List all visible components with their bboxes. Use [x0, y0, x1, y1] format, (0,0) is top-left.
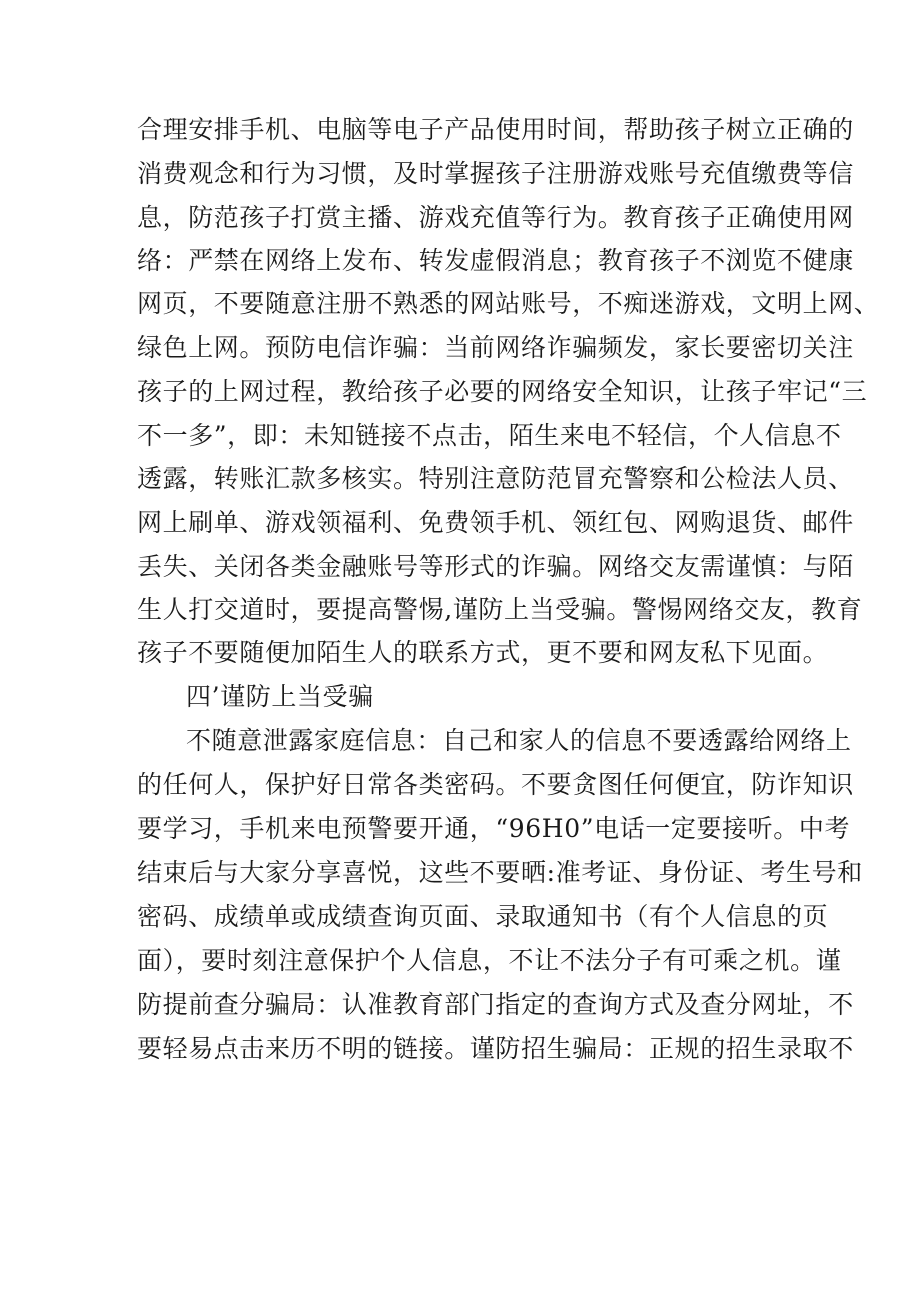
paragraph-line: 结束后与大家分享喜悦，这些不要晒:准考证、身份证、考生号和	[137, 858, 863, 887]
paragraph-line: 要学习，手机来电预警要开通，“96H0”电话一定要接听。中考	[137, 814, 851, 843]
paragraph-line: 丢失、关闭各类金融账号等形式的诈骗。网络交友需谨慎：与陌	[137, 552, 854, 581]
paragraph-line: 不随意泄露家庭信息：自己和家人的信息不要透露给网络上	[186, 726, 852, 755]
paragraph-line: 孩子不要随便加陌生人的联系方式，更不要和网友私下见面。	[137, 638, 829, 667]
paragraph-line: 要轻易点击来历不明的链接。谨防招生骗局：正规的招生录取不	[137, 1034, 854, 1063]
paragraph-line: 孩子的上网过程，教给孩子必要的网络安全知识，让孩子牢记“三	[137, 377, 868, 406]
paragraph-line: 消费观念和行为习惯，及时掌握孩子注册游戏账号充值缴费等信	[137, 159, 854, 188]
paragraph-line: 防提前查分骗局：认准教育部门指定的查询方式及查分网址，不	[137, 990, 854, 1019]
paragraph-line: 络：严禁在网络上发布、转发虚假消息；教育孩子不浏览不健康	[137, 246, 854, 275]
paragraph-line: 网页，不要随意注册不熟悉的网站账号，不痴迷游戏，文明上网、	[137, 289, 880, 318]
section-heading: 四’谨防上当受骗	[186, 682, 374, 711]
paragraph-line: 生人打交道时，要提高警惕,谨防上当受骗。警惕网络交友，教育	[137, 595, 863, 624]
paragraph-line: 密码、成绩单或成绩查询页面、录取通知书（有个人信息的页	[137, 902, 829, 931]
paragraph-line: 网上刷单、游戏领福利、免费领手机、领红包、网购退货、邮件	[137, 508, 854, 537]
paragraph-line: 面），要时刻注意保护个人信息，不让不法分子有可乘之机。谨	[137, 946, 842, 975]
paragraph-line: 透露，转账汇款多核实。特别注意防范冒充警察和公检法人员、	[137, 464, 854, 493]
paragraph-line: 合理安排手机、电脑等电子产品使用时间，帮助孩子树立正确的	[137, 115, 854, 144]
paragraph-line: 息，防范孩子打赏主播、游戏充值等行为。教育孩子正确使用网	[137, 203, 854, 232]
paragraph-line: 的任何人，保护好日常各类密码。不要贪图任何便宜，防诈知识	[137, 770, 854, 799]
paragraph-line: 绿色上网。预防电信诈骗：当前网络诈骗频发，家长要密切关注	[137, 333, 854, 362]
paragraph-line: 不一多”，即：未知链接不点击，陌生来电不轻信，个人信息不	[137, 421, 842, 450]
